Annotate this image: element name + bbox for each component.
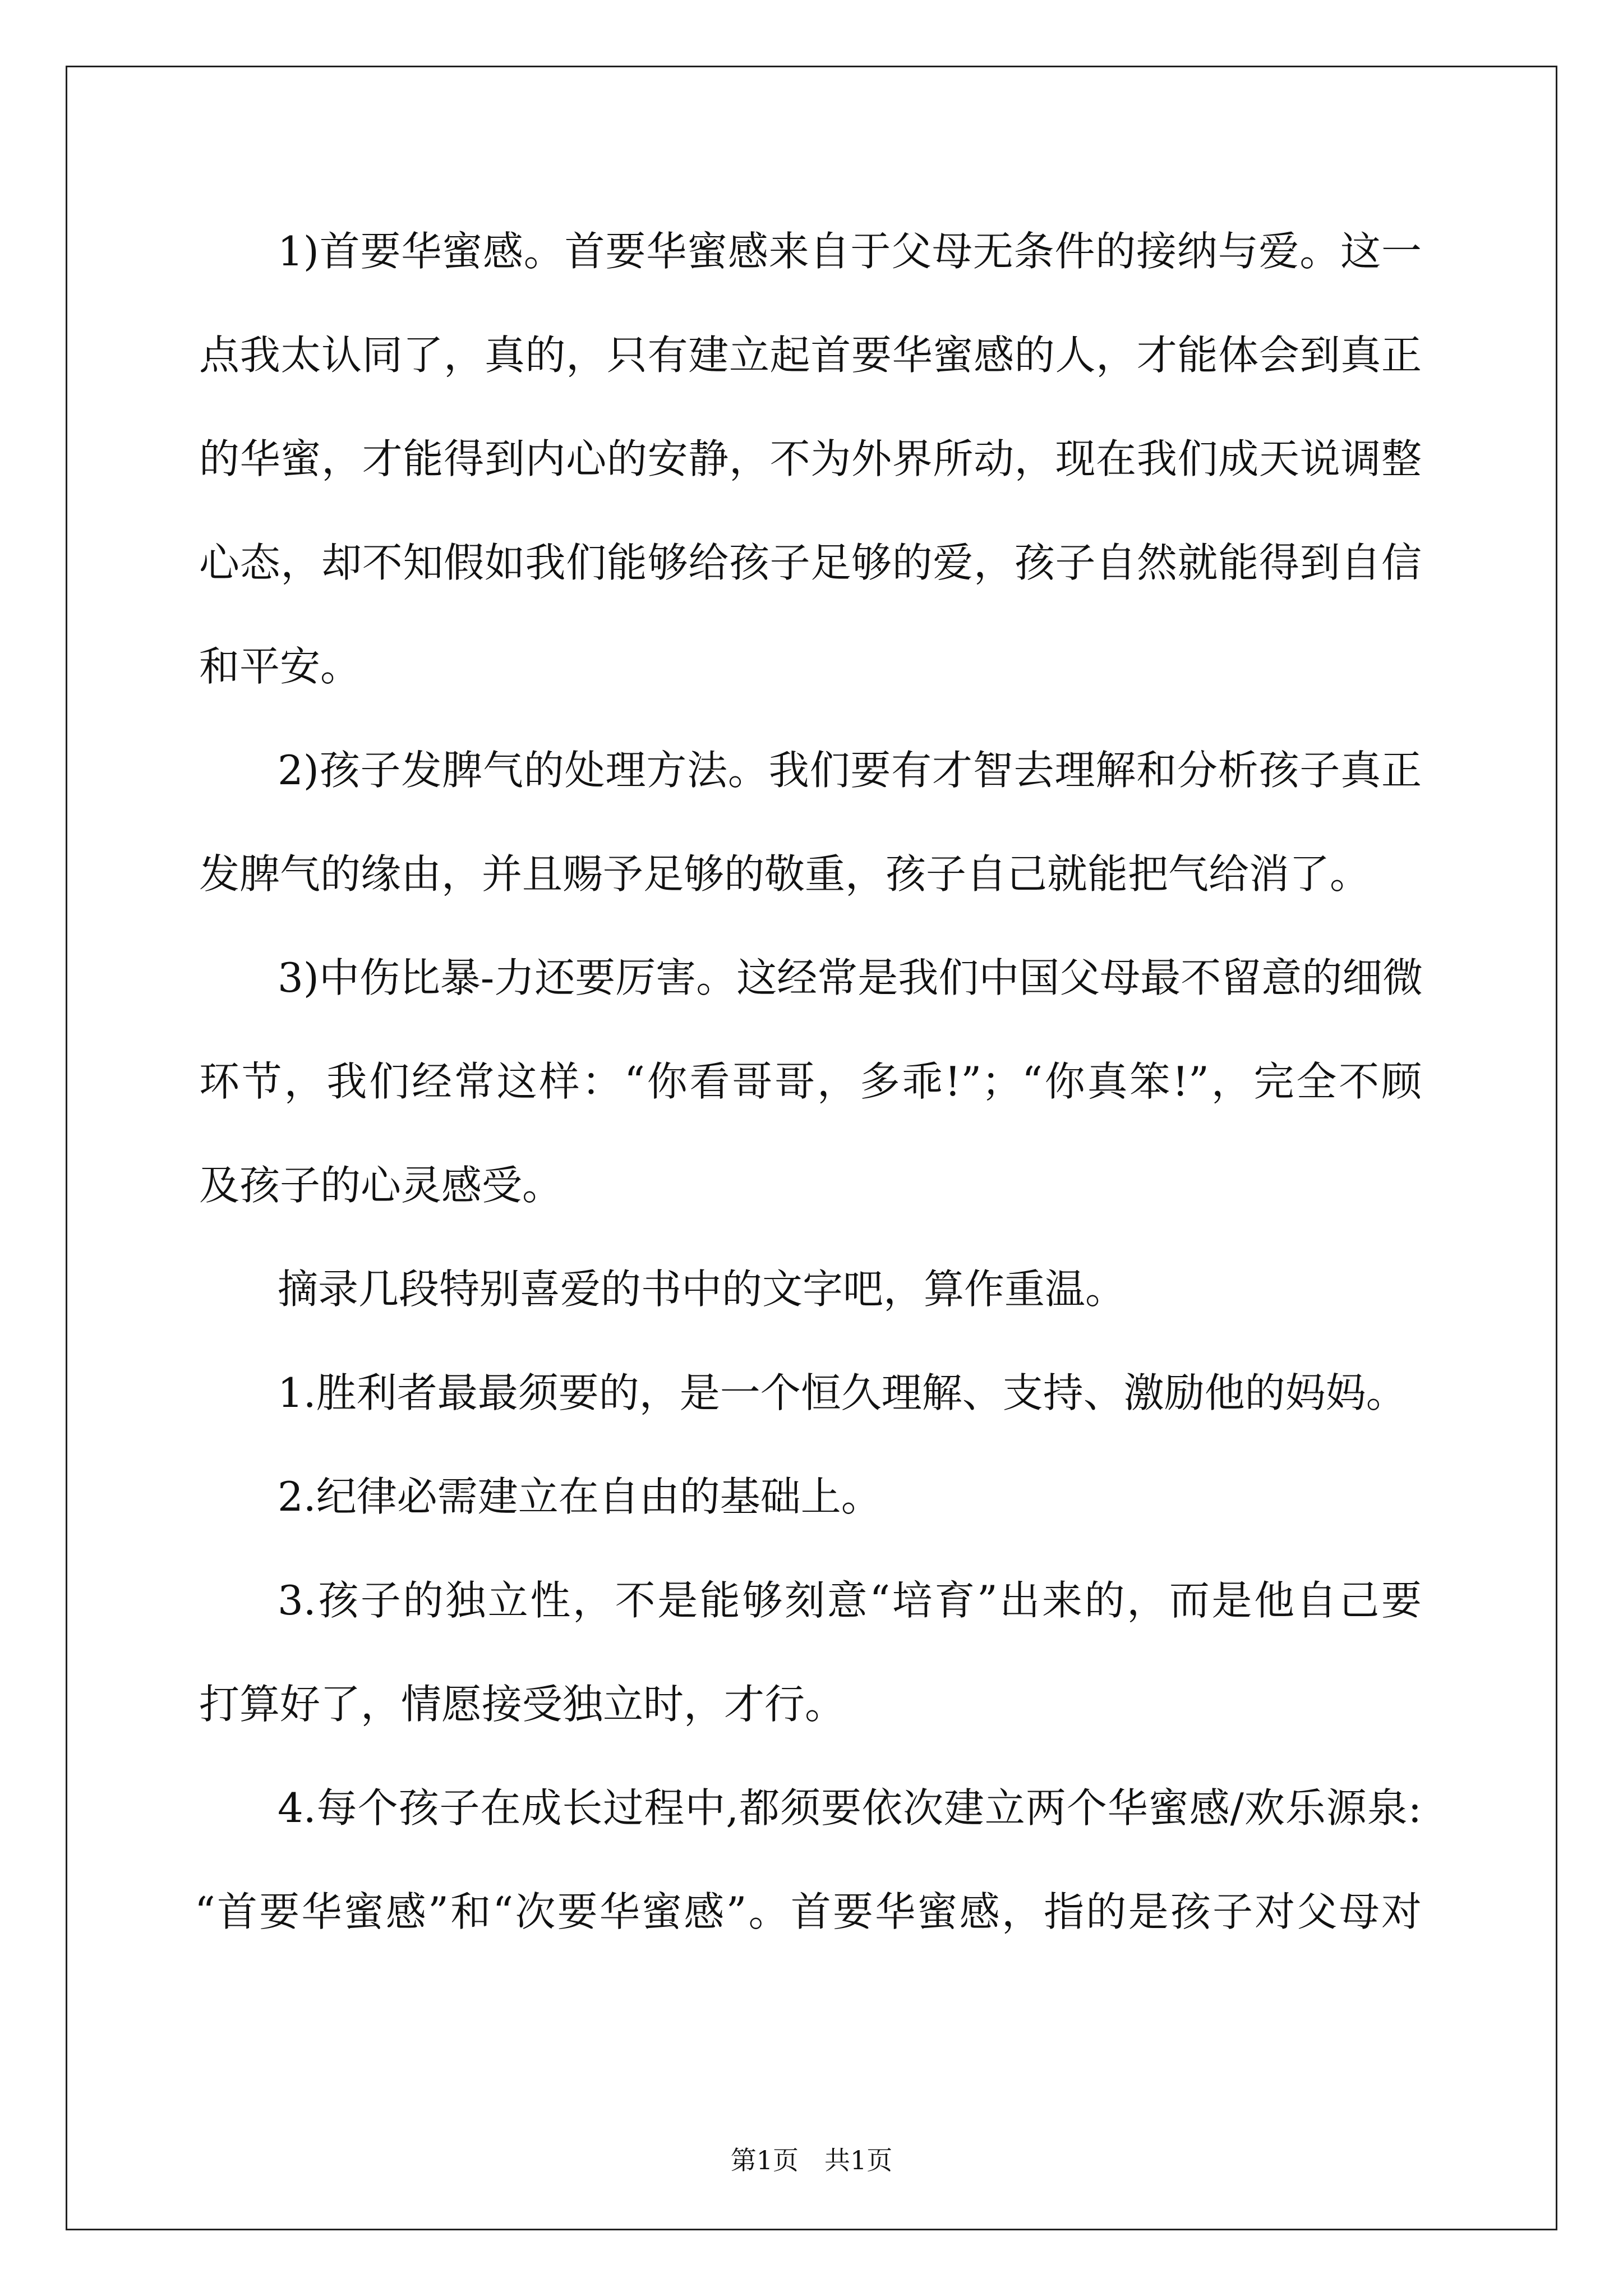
paragraph-7-line-2: 打算好了，情愿接受独立时，才行。 bbox=[199, 1681, 846, 1728]
paragraph-6-line-1: 2.纪律必需建立在自由的基础上。 bbox=[278, 1473, 882, 1520]
paragraph-5-line-1: 1.胜利者最最须要的，是一个恒久理解、支持、激励他的妈妈。 bbox=[278, 1369, 1407, 1416]
paragraph-1-line-4: 心态，却不知假如我们能够给孩子足够的爱，孩子自然就能得到自信 bbox=[199, 539, 1422, 586]
paragraph-3-line-3: 及孩子的心灵感受。 bbox=[199, 1162, 563, 1209]
paragraph-1-line-2: 点我太认同了，真的，只有建立起首要华蜜感的人，才能体会到真正 bbox=[199, 332, 1422, 379]
paragraph-1-line-3: 的华蜜，才能得到内心的安静，不为外界所动，现在我们成天说调整 bbox=[199, 435, 1422, 482]
paragraph-8-line-1: 4.每个孩子在成长过程中,都须要依次建立两个华蜜感/欢乐源泉: bbox=[278, 1784, 1422, 1832]
paragraph-1-line-5: 和平安。 bbox=[199, 643, 361, 690]
paragraph-4-line-1: 摘录几段特别喜爱的书中的文字吧，算作重温。 bbox=[278, 1266, 1126, 1313]
page-number-footer: 第1页 共1页 bbox=[730, 2145, 893, 2175]
paragraph-3-line-2: 环节，我们经常这样：“你看哥哥，多乖!”；“你真笨!”，完全不顾 bbox=[199, 1058, 1422, 1105]
paragraph-2-line-2: 发脾气的缘由，并且赐予足够的敬重，孩子自己就能把气给消了。 bbox=[199, 850, 1371, 898]
paragraph-7-line-1: 3.孩子的独立性，不是能够刻意“培育”出来的，而是他自己要 bbox=[278, 1577, 1422, 1624]
paragraph-8-line-2: “首要华蜜感”和“次要华蜜感”。首要华蜜感，指的是孩子对父母对 bbox=[195, 1888, 1422, 1935]
paragraph-3-line-1: 3)中伤比暴-力还要厉害。这经常是我们中国父母最不留意的细微 bbox=[278, 954, 1423, 1001]
paragraph-2-line-1: 2)孩子发脾气的处理方法。我们要有才智去理解和分析孩子真正 bbox=[278, 747, 1422, 794]
paragraph-1-line-1: 1)首要华蜜感。首要华蜜感来自于父母无条件的接纳与爱。这一 bbox=[278, 228, 1422, 275]
